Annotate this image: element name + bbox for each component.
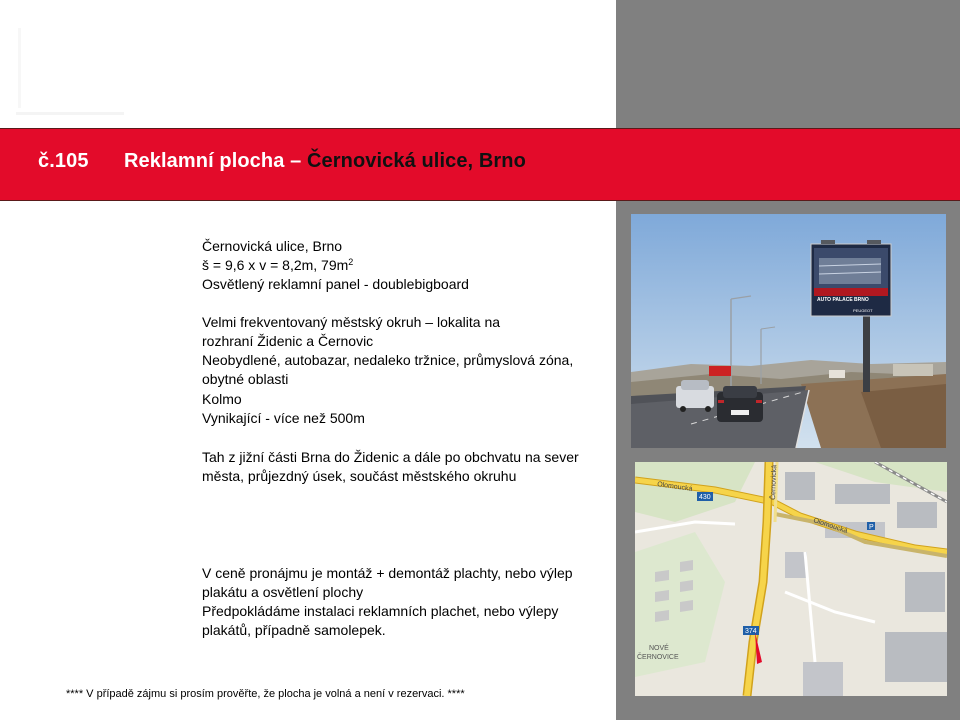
billboard-photo xyxy=(631,214,946,448)
map-label-road-430: 430 xyxy=(699,494,711,501)
billboard-brand-text: PEUGEOT xyxy=(853,308,873,313)
faint-logo xyxy=(16,8,124,120)
map-label-cernovicka: Černovická xyxy=(770,464,779,501)
detail-value: Tah z jižní části Brna do Židenic a dále po obchvatu na sever města, průjezdný úsek, součást městského okruhu xyxy=(202,449,579,484)
footnote: **** V případě zájmu si prosím prověřte, že plocha je volná a není v rezervaci. **** xyxy=(66,688,465,700)
note-line-1: V ceně pronájmu je montáž + demontáž plachty, nebo výlep plakátu a osvětlení plochy xyxy=(202,565,573,600)
page-title xyxy=(38,150,526,173)
map-label-nove: NOVÉ xyxy=(649,645,669,652)
detail-value: Velmi frekventovaný městský okruh – lokalita na rozhraní Židenic a Černovic xyxy=(202,314,501,349)
detail-value: Neobydlené, autobazar, nedaleko tržnice, průmyslová zóna, obytné oblasti xyxy=(202,352,574,387)
dimensions-superscript: 2 xyxy=(348,257,354,267)
dimensions-text: š = 9,6 x v = 8,2m, 79m xyxy=(202,257,349,273)
detail-value: Vynikající - více než 500m xyxy=(202,410,365,426)
detail-value: Černovická ulice, Brno xyxy=(202,238,343,254)
map-label-cernovice: ČERNOVICE xyxy=(637,654,679,661)
map-parking-icon: P xyxy=(869,524,874,531)
map-label-olomoucka-2: Olomoucká xyxy=(812,517,849,535)
billboard-ad-text: AUTO PALACE BRNO xyxy=(817,297,869,303)
detail-value: Kolmo xyxy=(202,391,242,407)
title-prefix: Reklamní plocha – xyxy=(124,150,307,172)
detail-value xyxy=(202,256,594,275)
detail-value: Osvětlený reklamní panel - doublebigboard xyxy=(202,276,469,292)
note-line-2: Předpokládáme instalaci reklamních plachet, nebo výlepy plakátů, případně samolepek. xyxy=(202,603,559,638)
detail-value xyxy=(202,564,594,640)
location-map xyxy=(635,462,947,696)
map-label-road-374: 374 xyxy=(745,628,757,635)
title-location: Černovická ulice, Brno xyxy=(306,150,526,172)
billboard-number: č.105 xyxy=(38,150,89,172)
map-label-olomoucka-1: Olomoucká xyxy=(656,481,693,493)
